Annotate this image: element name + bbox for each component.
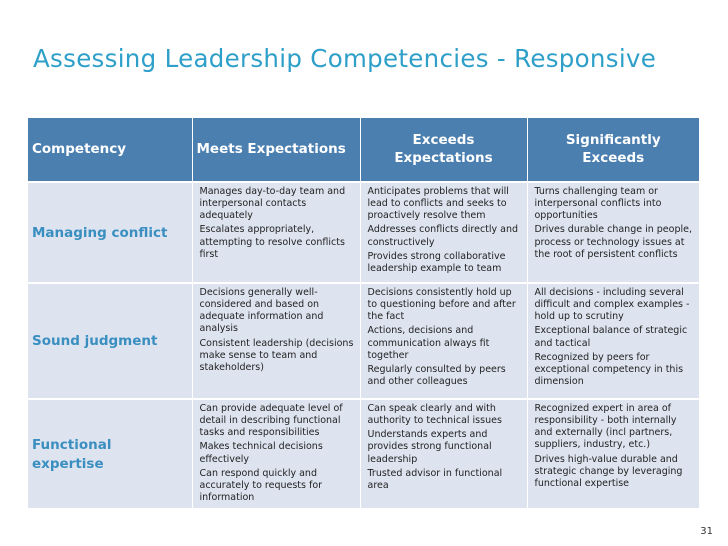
cell-item: Actions, decisions and communication always fit together [367, 325, 490, 361]
header-meets-expectations: Meets Expectations [192, 118, 360, 182]
cell-item: All decisions - including several difficult and complex examples - hold up to scrutiny [534, 287, 690, 323]
cell-item: Addresses conflicts directly and constructively [367, 224, 519, 248]
meets-cell [192, 283, 360, 399]
significantly-cell [527, 182, 699, 283]
cell-item: Can respond quickly and accurately to requests for information [199, 467, 323, 504]
cell-item: Manages day-to-day team and interpersonal contacts adequately [199, 186, 346, 222]
cell-item: Decisions generally well-considered and based on adequate information and analysis [199, 287, 324, 335]
cell-item: Escalates appropriately, attempting to resolve conflicts first [199, 224, 345, 260]
table-header-row [28, 118, 699, 182]
page-number: 31 [700, 526, 713, 537]
header-exceeds-label: Exceeds Expectations [394, 131, 493, 166]
meets-cell [192, 399, 360, 509]
cell-item: Decisions consistently hold up to questioning before and after the fact [367, 287, 516, 323]
exceeds-cell [360, 182, 527, 283]
header-significantly-exceeds [527, 118, 699, 182]
cell-item: Regularly consulted by peers and other colleagues [367, 363, 506, 388]
cell-item: Recognized by peers for exceptional competency in this dimension [534, 351, 684, 388]
slide-title: Assessing Leadership Competencies - Responsive [33, 44, 657, 73]
significantly-cell [527, 283, 699, 399]
cell-item: Anticipates problems that will lead to conflicts and seeks to proactively resolve them [367, 186, 509, 222]
cell-item: Exceptional balance of strategic and tactical [534, 325, 688, 349]
header-exceeds-expectations [360, 118, 527, 182]
cell-item: Makes technical decisions effectively [199, 441, 323, 465]
competency-table [28, 118, 699, 510]
cell-item: Consistent leadership (decisions make sense to team and stakeholders) [199, 337, 354, 373]
cell-item: Recognized expert in area of responsibility - both internally and externally (incl partners, suppliers, industry, etc.) [534, 403, 677, 451]
cell-item: Understands experts and provides strong functional leadership [367, 429, 492, 465]
cell-item: Trusted advisor in functional area [367, 467, 503, 491]
table-row [28, 399, 699, 509]
table-row [28, 283, 699, 399]
header-significantly-label: Significantly Exceeds [565, 131, 661, 166]
header-competency: Competency [28, 118, 192, 182]
significantly-cell [527, 399, 699, 509]
cell-item: Provides strong collaborative leadership example to team [367, 250, 506, 274]
cell-item: Drives durable change in people, process or technology issues at the root of persistent conflicts [534, 224, 692, 260]
meets-cell [192, 182, 360, 283]
cell-item: Drives high-value durable and strategic change by leveraging functional expertise [534, 453, 683, 489]
competency-name: Functional expertise [28, 399, 192, 509]
cell-item: Can speak clearly and with authority to technical issues [367, 403, 502, 427]
exceeds-cell [360, 283, 527, 399]
table-row [28, 182, 699, 283]
exceeds-cell [360, 399, 527, 509]
cell-item: Can provide adequate level of detail in describing functional tasks and responsibilities [199, 403, 343, 439]
competency-name: Sound judgment [28, 283, 192, 399]
competency-name: Managing conflict [28, 182, 192, 283]
cell-item: Turns challenging team or interpersonal conflicts into opportunities [534, 186, 662, 222]
